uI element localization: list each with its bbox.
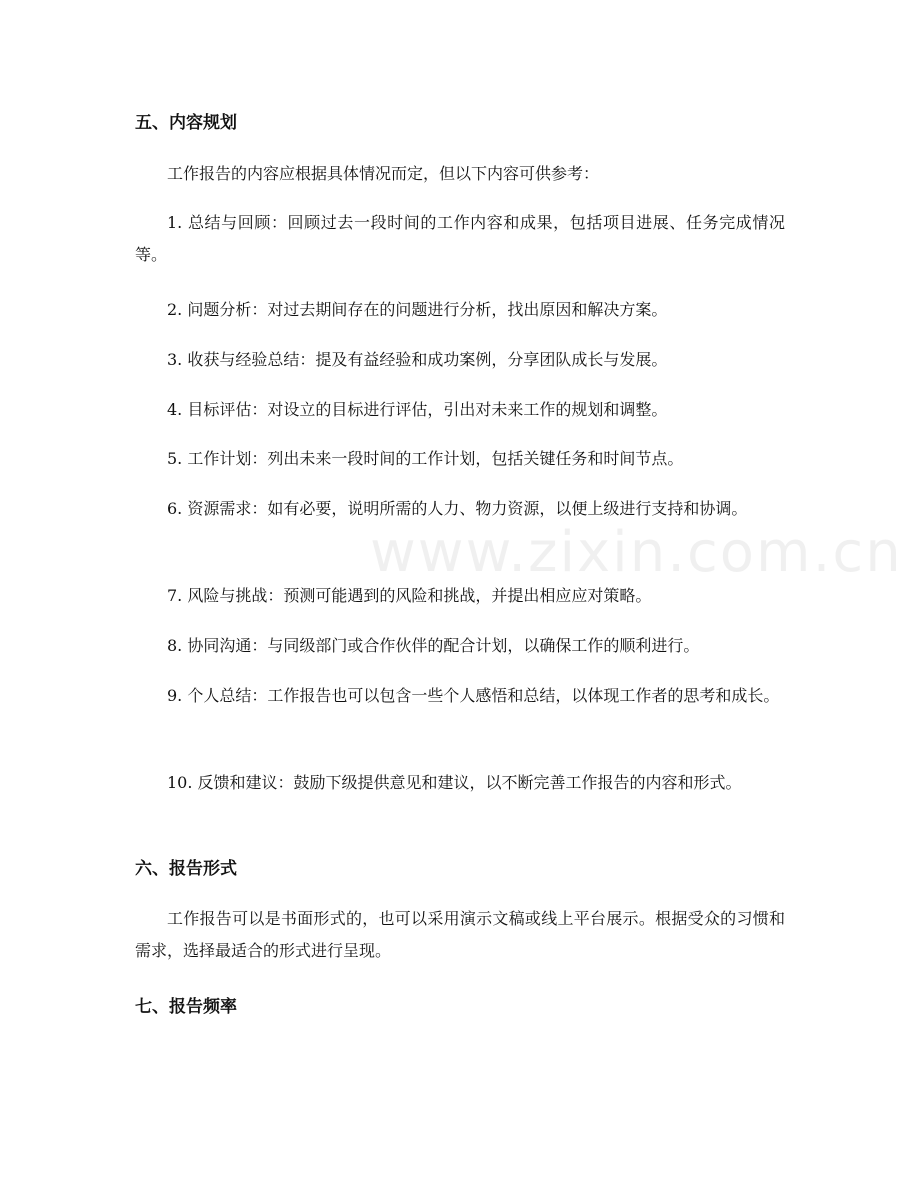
list-item: 7. 风险与挑战：预测可能遇到的风险和挑战，并提出相应应对策略。 bbox=[167, 586, 652, 605]
watermark-text: www.zixin.com.cn bbox=[370, 520, 903, 585]
list-item: 1. 总结与回顾：回顾过去一段时间的工作内容和成果，包括项目进展、任务完成情况等。 bbox=[135, 213, 785, 264]
list-item: 4. 目标评估：对设立的目标进行评估，引出对未来工作的规划和调整。 bbox=[167, 400, 668, 419]
list-item: 5. 工作计划：列出未来一段时间的工作计划，包括关键任务和时间节点。 bbox=[167, 449, 684, 468]
list-item: 10. 反馈和建议：鼓励下级提供意见和建议，以不断完善工作报告的内容和形式。 bbox=[167, 773, 742, 792]
section-5-intro: 工作报告的内容应根据具体情况而定，但以下内容可供参考： bbox=[167, 164, 600, 183]
section-heading-5: 五、内容规划 bbox=[135, 113, 237, 133]
section-heading-7: 七、报告频率 bbox=[135, 997, 237, 1017]
list-item: 2. 问题分析：对过去期间存在的问题进行分析，找出原因和解决方案。 bbox=[167, 300, 668, 319]
list-item: 6. 资源需求：如有必要，说明所需的人力、物力资源，以便上级进行支持和协调。 bbox=[167, 499, 748, 518]
section-6-body: 工作报告可以是书面形式的，也可以采用演示文稿或线上平台展示。根据受众的习惯和需求，选择最适合的形式进行呈现。 bbox=[135, 909, 785, 960]
list-item: 3. 收获与经验总结：提及有益经验和成功案例，分享团队成长与发展。 bbox=[167, 350, 668, 369]
list-item: 9. 个人总结：工作报告也可以包含一些个人感悟和总结，以体现工作者的思考和成长。 bbox=[167, 686, 780, 705]
list-item: 8. 协同沟通：与同级部门或合作伙伴的配合计划，以确保工作的顺利进行。 bbox=[167, 636, 700, 655]
section-heading-6: 六、报告形式 bbox=[135, 859, 237, 879]
